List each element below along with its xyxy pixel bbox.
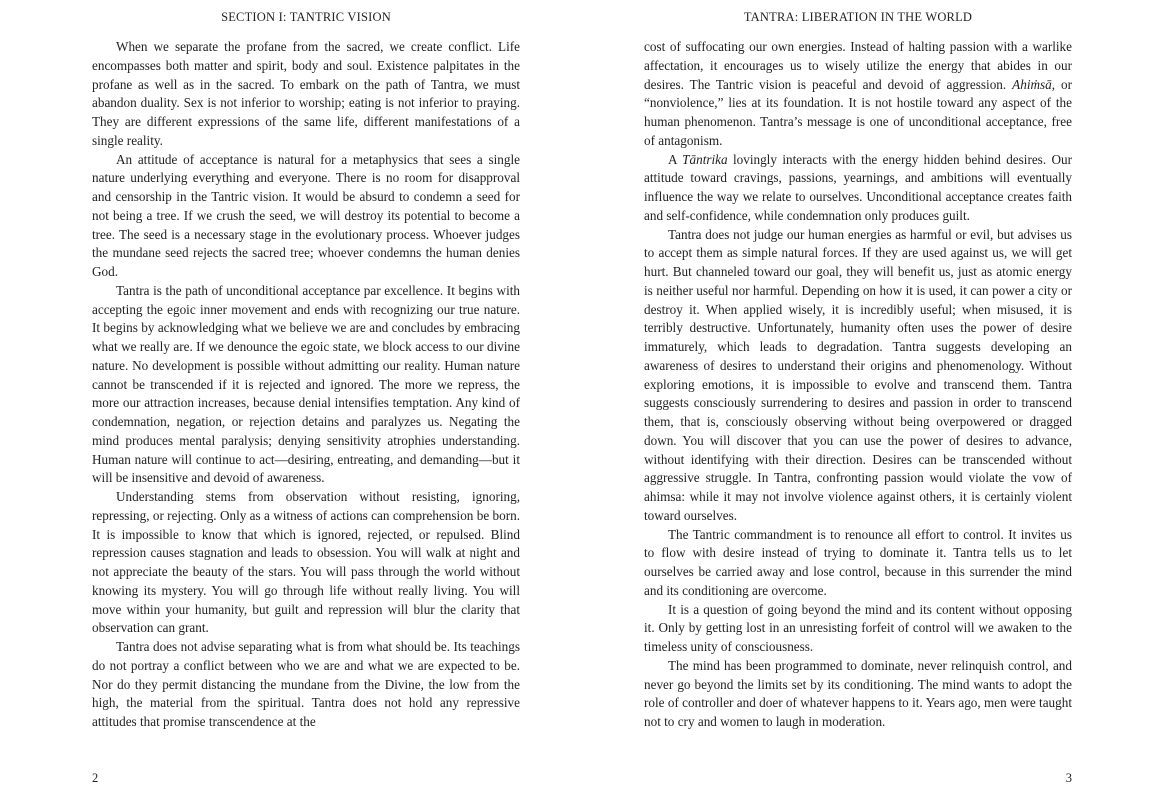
paragraph-text: , or “nonviolence,” lies at its foundation. It is not hostile toward any aspect of the human phenomenon. Tantra’s message is one of unconditional acceptance, free of antagonism.: [644, 76, 1072, 148]
running-head-left: SECTION I: TANTRIC VISION: [221, 10, 391, 24]
paragraph-text: lovingly interacts with the energy hidden behind desires. Our attitude toward cravings, passions, yearnings, and ambitions will eventually influence the way we relate to ourselves. Unconditional acceptance creates faith and self-confidence, while condemnation only produces guilt.: [644, 151, 1072, 223]
page-number-left: 2: [92, 771, 99, 785]
left-page: [92, 0, 520, 797]
paragraph: [644, 151, 1072, 226]
paragraph: Tantra does not judge our human energies as harmful or evil, but advises us to accept them as simple natural forces. If they are used against us, we will get hurt. But channeled toward our goal, they will benefit us, just as atomic energy is neither useful nor harmful. Depending on how it is used, it can power a city or destroy it. When applied wisely, it is incredibly useful; when misused, it is terribly destructive. Unfortunately, humanity often uses the power of desire immaturely, which leads to degradation. Tantra suggests developing an awareness of desires to understand their origins and phenomenology. Without exploring emotions, it is impossible to evolve and transcend them. Tantra suggests consciously surrendering to desires and passion in order to transcend them, that is, consciously observing without being overpowered or dragged down. You will discover that you can use the power of desires to advance, without identifying with their direction. Desires can be transcended without aggressive struggle. In Tantra, confronting passion would violate the vow of ahimsa: while it may not involve violence against others, it is certainly violent toward ourselves.: [644, 226, 1072, 523]
paragraph-text: A: [668, 151, 683, 167]
paragraph: The Tantric commandment is to renounce all effort to control. It invites us to flow with desire instead of trying to dominate it. Tantra tells us to let ourselves be carried away and lose control, because in this surrender the mind and its conditioning are overcome.: [644, 526, 1072, 598]
paragraph: When we separate the profane from the sacred, we create conflict. Life encompasses both matter and spirit, body and soul. Existence palpitates in the profane as well as in the sacred. To embark on the path of Tantra, we must abandon duality. Sex is not inferior to worship; eating is not inferior to praying. They are different expressions of the same life, different manifestations of a single reality.: [92, 39, 520, 148]
right-page: [644, 0, 1072, 797]
paragraph: It is a question of going beyond the mind and its content without opposing it. Only by getting lost in an unresisting forfeit of control will we awaken to the timeless unity of consciousness.: [644, 601, 1072, 654]
sanskrit-term: Ahiṁsā: [1012, 76, 1052, 92]
paragraph: Tantra is the path of unconditional acceptance par excellence. It begins with accepting the egoic inner movement and ends with recognizing our true nature. It begins by acknowledging what we believe we are and concludes by embracing what we really are. If we denounce the egoic state, we block access to our divine nature. No development is possible without admitting our reality. Human nature cannot be transcended if it is rejected and ignored. The more we repress, the more our attraction increases, because denial intensifies temptation. Any kind of condemnation, negation, or rejection detains and paralyzes us. Negating the mind produces mental paralysis; denying sensitivity atrophies understanding. Human nature will continue to act—desiring, entreating, and demanding—but it will be insensitive and devoid of awareness.: [92, 282, 520, 486]
paragraph-text: cost of suffocating our own energies. Instead of halting passion with a warlike affectation, it encourages us to wisely utilize the energy that abides in our desires. The Tantric vision is peaceful and devoid of aggression.: [644, 39, 1072, 92]
running-head-right: TANTRA: LIBERATION IN THE WORLD: [743, 10, 973, 24]
paragraph: The mind has been programmed to dominate, never relinquish control, and never go beyond the limits set by its conditioning. The mind wants to adopt the role of controller and doer of whatever happens to it. Years ago, men were taught not to cry and women to laugh in moderation.: [644, 657, 1072, 729]
paragraph: Tantra does not advise separating what is from what should be. Its teachings do not portray a conflict between who we are and what we are expected to be. Nor do they permit distancing the mundane from the Divine, the low from the high, the material from the spiritual. Tantra does not hold any repressive attitudes that promise transcendence at the: [92, 639, 520, 729]
right-page-body: [644, 38, 1072, 732]
page-number-right: 3: [1065, 771, 1072, 785]
left-page-body: [92, 38, 520, 732]
sanskrit-term: Tāntrika: [682, 151, 728, 167]
paragraph: Understanding stems from observation without resisting, ignoring, repressing, or rejecting. Only as a witness of actions can comprehension be born. It is impossible to know that which is ignored, rejected, or repulsed. Blind repression causes stagnation and leads to obsession. You will walk at night and not appreciate the beauty of the stars. You will pass through the world without knowing its mystery. You will go through life without really living. You will move within your humanity, but guilt and repression will blur the clarity that observation can grant.: [92, 489, 520, 636]
paragraph-continued: [644, 38, 1072, 151]
paragraph: An attitude of acceptance is natural for a metaphysics that sees a single nature underlying everything and everyone. There is no room for disapproval and censorship in the Tantric vision. It would be absurd to condemn a seed for not being a tree. If we crush the seed, we will destroy its potential to become a tree. The seed is a necessary stage in the evolutionary process. Whoever judges the mundane seed rejects the sacred tree; whoever condemns the human denies God.: [92, 151, 520, 279]
